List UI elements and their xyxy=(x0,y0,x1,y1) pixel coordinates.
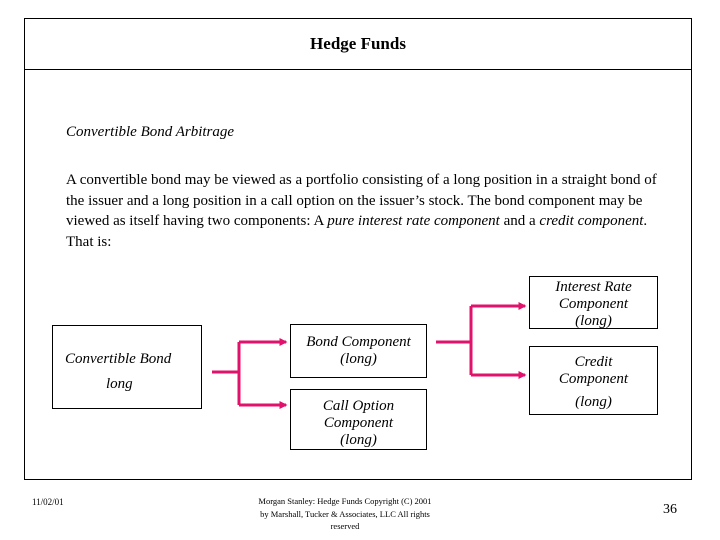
interest-rate-label: Interest Rate xyxy=(555,279,632,295)
call-option-label: Call Option xyxy=(322,398,395,414)
convertible-bond-label: Convertible Bond xyxy=(65,351,172,367)
credit-label: Credit xyxy=(574,354,613,370)
call-option-box xyxy=(290,389,427,450)
body-text-2: and a xyxy=(499,213,540,229)
body-text-1: A convertible bond may be viewed as a portfolio consisting of a long position in a straight bond of the issuer and a long position in a call option on the issuer’s stock. The bond component may be viewed as itself having two components: A xyxy=(66,172,657,229)
copyright-line-3: reserved xyxy=(330,521,360,531)
body-emphasis-interest: pure interest rate component xyxy=(327,213,500,229)
copyright-line-1: Morgan Stanley: Hedge Funds Copyright (C) 2001 xyxy=(258,496,432,506)
credit-component-box xyxy=(529,346,658,415)
copyright-line-2: by Marshall, Tucker & Associates, LLC All rights xyxy=(260,508,430,519)
convertible-bond-box xyxy=(52,325,202,409)
convertible-bond-position: long xyxy=(106,376,133,392)
body-emphasis-credit: credit component xyxy=(539,213,644,229)
interest-rate-box xyxy=(529,276,658,329)
footer-date: 11/02/01 xyxy=(32,497,64,507)
interest-rate-position: (long) xyxy=(575,313,612,329)
slide-subtitle: Convertible Bond Arbitrage xyxy=(66,124,235,140)
page-number: 36 xyxy=(663,502,677,517)
credit-position: (long) xyxy=(575,394,612,410)
call-option-position: (long) xyxy=(340,432,377,448)
credit-label-2: Component xyxy=(558,371,629,387)
arrows-left-group xyxy=(212,342,286,405)
bond-component-label: Bond Component xyxy=(306,334,411,350)
call-option-label-2: Component xyxy=(323,415,394,431)
bond-component-position: (long) xyxy=(340,351,377,367)
bond-component-box xyxy=(290,324,427,378)
footer-copyright xyxy=(235,495,455,533)
slide-title: Hedge Funds xyxy=(310,34,406,53)
interest-rate-label-2: Component xyxy=(558,296,629,312)
body-text-3: . That is: xyxy=(66,213,648,250)
arrows-right-group xyxy=(436,306,525,375)
